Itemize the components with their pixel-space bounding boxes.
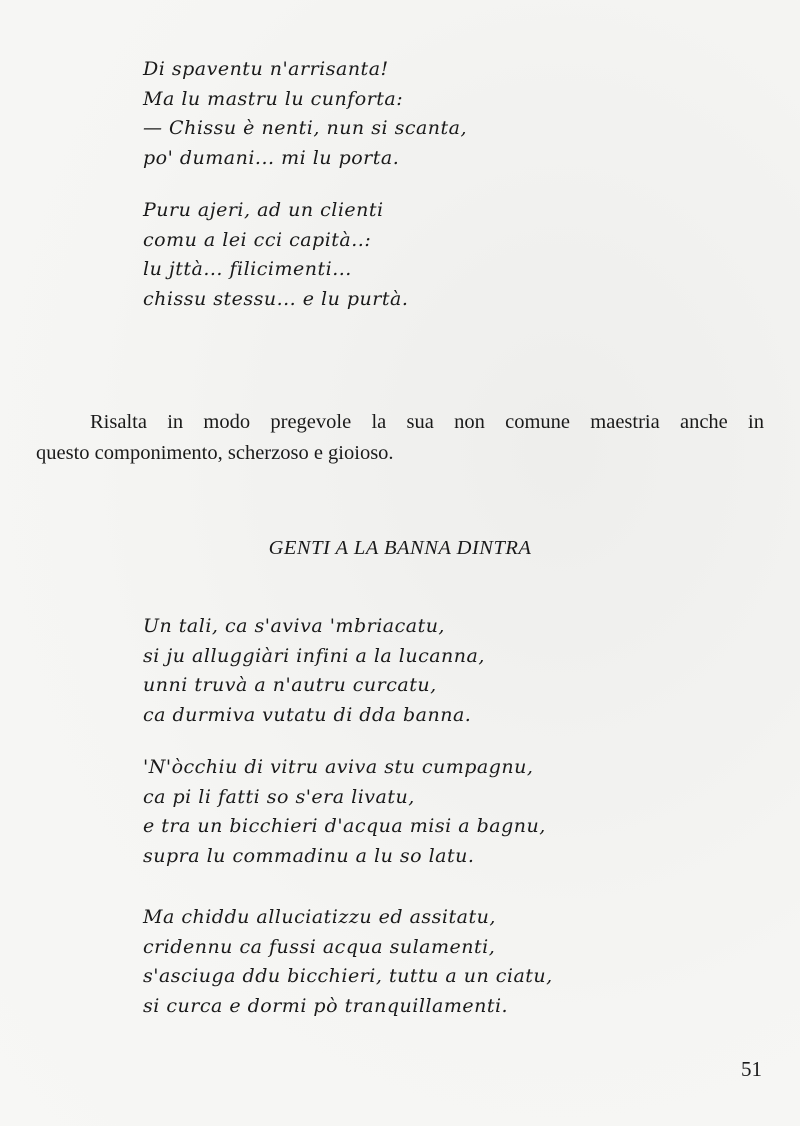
verse-line: lu jttà... filicimenti... [143, 258, 352, 280]
verse-line: si curca e dormi pò tranquillamenti. [143, 994, 509, 1017]
verse-line: Ma chiddu alluciatizzu ed assitatu, [143, 906, 496, 928]
verse-line: s'asciuga ddu bicchieri, tuttu a un ciatu, [143, 965, 553, 987]
verse-line: Un tali, ca s'aviva 'mbriacatu, [143, 615, 445, 637]
verse-line: ca pi li fatti so s'era livatu, [143, 785, 415, 808]
stanza-top-1 [143, 55, 467, 173]
page-number: 51 [741, 1057, 762, 1081]
poem-stanza-1 [143, 612, 485, 730]
verse-line: Ma lu mastru lu cunforta: [143, 87, 404, 110]
verse-line: e tra un bicchieri d'acqua misi a bagnu, [143, 815, 546, 837]
verse-line: si ju alluggiàri infini a la lucanna, [143, 644, 485, 667]
verse-line: po' dumani... mi lu porta. [143, 146, 400, 169]
stanza-top-2 [143, 196, 408, 314]
verse-line: comu a lei cci capità..: [143, 228, 372, 251]
verse-line: Di spaventu n'arrisanta! [143, 58, 389, 80]
verse-line: ca durmiva vutatu di dda banna. [143, 703, 472, 726]
verse-line: 'N'òcchiu di vitru aviva stu cumpagnu, [143, 756, 534, 778]
prose-line: Risalta in modo pregevole la sua non comune maestria anche in [90, 411, 764, 433]
verse-line: unni truvà a n'autru curcatu, [143, 674, 437, 696]
verse-line: supra lu commadinu a lu so latu. [143, 844, 475, 867]
prose-line: questo componimento, scherzoso e gioioso. [36, 442, 394, 464]
prose-paragraph [36, 407, 764, 469]
poem-title: GENTI A LA BANNA DINTRA [268, 537, 532, 559]
verse-line: cridennu ca fussi acqua sulamenti, [143, 935, 496, 958]
verse-line: chissu stessu... e lu purtà. [143, 287, 409, 310]
verse-line: Puru ajeri, ad un clienti [143, 199, 384, 221]
poem-stanza-2 [143, 753, 546, 871]
verse-line: — Chissu è nenti, nun si scanta, [143, 117, 468, 139]
poem-stanza-3 [143, 903, 553, 1021]
